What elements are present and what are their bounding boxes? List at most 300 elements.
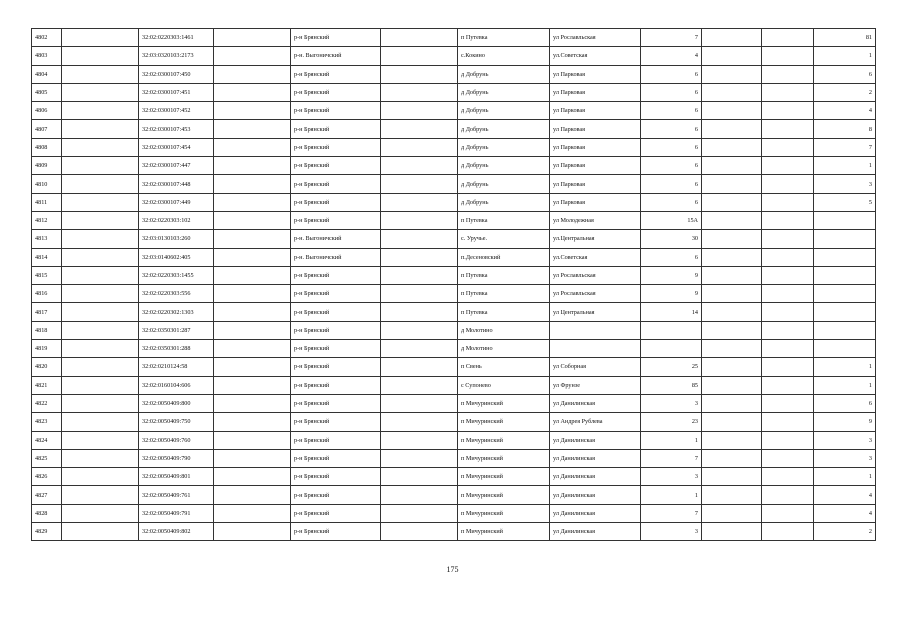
cell-blank-col-e — [762, 504, 814, 522]
cell-house-number: 1 — [641, 431, 702, 449]
cell-blank-col-e — [762, 303, 814, 321]
cell-blank-col-e — [762, 211, 814, 229]
cell-blank-col-a — [62, 340, 139, 358]
cell-blank-col-c — [381, 102, 458, 120]
cell-apartment-number: 1 — [814, 468, 876, 486]
cell-blank-col-c — [381, 285, 458, 303]
cell-row-number: 4817 — [32, 303, 62, 321]
cell-blank-col-c — [381, 65, 458, 83]
cell-apartment-number — [814, 303, 876, 321]
cell-cadastral-number: 32:02:0210124:58 — [139, 358, 214, 376]
cell-settlement: д Добрунь — [458, 102, 550, 120]
cell-street: ул Молодежная — [550, 211, 641, 229]
cell-blank-col-a — [62, 285, 139, 303]
cell-blank-col-d — [702, 486, 762, 504]
cell-blank-col-e — [762, 175, 814, 193]
cell-street: ул Соборная — [550, 358, 641, 376]
cell-house-number: 3 — [641, 468, 702, 486]
cell-apartment-number: 4 — [814, 102, 876, 120]
cell-blank-col-c — [381, 120, 458, 138]
cell-settlement: п Путевка — [458, 266, 550, 284]
cell-blank-col-c — [381, 303, 458, 321]
cell-blank-col-c — [381, 413, 458, 431]
cell-row-number: 4821 — [32, 376, 62, 394]
cell-apartment-number: 1 — [814, 47, 876, 65]
cell-house-number: 3 — [641, 394, 702, 412]
cell-cadastral-number: 32:02:0050409:791 — [139, 504, 214, 522]
cell-blank-col-d — [702, 157, 762, 175]
cell-blank-col-d — [702, 285, 762, 303]
cell-house-number: 7 — [641, 29, 702, 47]
cell-apartment-number — [814, 230, 876, 248]
cell-street: ул Парковая — [550, 157, 641, 175]
cell-apartment-number: 6 — [814, 394, 876, 412]
cell-blank-col-d — [702, 266, 762, 284]
cell-apartment-number: 3 — [814, 431, 876, 449]
cell-blank-col-a — [62, 138, 139, 156]
cell-blank-col-b — [214, 248, 291, 266]
cell-blank-col-c — [381, 138, 458, 156]
cell-blank-col-d — [702, 211, 762, 229]
cell-blank-col-e — [762, 394, 814, 412]
cell-apartment-number: 2 — [814, 83, 876, 101]
cell-settlement: п Мичуринский — [458, 394, 550, 412]
cell-cadastral-number: 32:02:0050409:802 — [139, 523, 214, 541]
cell-apartment-number: 9 — [814, 413, 876, 431]
cell-district: р-н Брянский — [291, 193, 381, 211]
cell-settlement: д Добрунь — [458, 138, 550, 156]
cell-blank-col-d — [702, 193, 762, 211]
table-row — [32, 340, 876, 358]
cell-blank-col-e — [762, 157, 814, 175]
cell-apartment-number: 81 — [814, 29, 876, 47]
cell-house-number: 23 — [641, 413, 702, 431]
cell-blank-col-c — [381, 376, 458, 394]
cell-settlement: с Супонево — [458, 376, 550, 394]
cell-house-number: 30 — [641, 230, 702, 248]
cell-row-number: 4819 — [32, 340, 62, 358]
cell-row-number: 4810 — [32, 175, 62, 193]
cell-blank-col-a — [62, 504, 139, 522]
table-row — [32, 449, 876, 467]
cell-blank-col-d — [702, 449, 762, 467]
cell-row-number: 4803 — [32, 47, 62, 65]
cell-house-number: 6 — [641, 175, 702, 193]
cell-blank-col-b — [214, 486, 291, 504]
cell-apartment-number — [814, 321, 876, 339]
cell-cadastral-number: 32:02:0350301:288 — [139, 340, 214, 358]
cell-blank-col-c — [381, 230, 458, 248]
cell-apartment-number: 1 — [814, 376, 876, 394]
cell-blank-col-a — [62, 303, 139, 321]
cell-row-number: 4823 — [32, 413, 62, 431]
cell-blank-col-a — [62, 29, 139, 47]
cell-blank-col-d — [702, 504, 762, 522]
table-row — [32, 230, 876, 248]
cell-blank-col-c — [381, 394, 458, 412]
cell-blank-col-b — [214, 157, 291, 175]
cell-blank-col-d — [702, 138, 762, 156]
cell-row-number: 4816 — [32, 285, 62, 303]
cell-district: р-н Брянский — [291, 303, 381, 321]
table-row — [32, 83, 876, 101]
cell-row-number: 4827 — [32, 486, 62, 504]
cell-cadastral-number: 32:02:0050409:761 — [139, 486, 214, 504]
cell-blank-col-a — [62, 193, 139, 211]
cell-apartment-number: 8 — [814, 120, 876, 138]
cell-street: ул Парковая — [550, 65, 641, 83]
cell-cadastral-number: 32:02:0050409:801 — [139, 468, 214, 486]
table-row — [32, 157, 876, 175]
cell-blank-col-b — [214, 29, 291, 47]
table-row — [32, 211, 876, 229]
cell-blank-col-d — [702, 47, 762, 65]
cell-blank-col-d — [702, 248, 762, 266]
page-number: 175 — [446, 565, 459, 574]
cell-district: р-н Брянский — [291, 358, 381, 376]
cell-cadastral-number: 32:02:0300107:450 — [139, 65, 214, 83]
cell-settlement: д Добрунь — [458, 193, 550, 211]
cell-blank-col-b — [214, 394, 291, 412]
cell-blank-col-b — [214, 358, 291, 376]
cell-blank-col-b — [214, 413, 291, 431]
cell-blank-col-b — [214, 266, 291, 284]
cell-blank-col-c — [381, 431, 458, 449]
cell-row-number: 4825 — [32, 449, 62, 467]
cell-settlement: п Путевка — [458, 211, 550, 229]
cell-district: р-н Брянский — [291, 211, 381, 229]
cell-blank-col-b — [214, 230, 291, 248]
cell-blank-col-d — [702, 230, 762, 248]
cell-settlement: п.Десеновский — [458, 248, 550, 266]
cell-row-number: 4826 — [32, 468, 62, 486]
table-row — [32, 65, 876, 83]
cell-blank-col-a — [62, 413, 139, 431]
table-row — [32, 138, 876, 156]
cell-blank-col-c — [381, 340, 458, 358]
cell-street: ул Рославльская — [550, 266, 641, 284]
cell-apartment-number — [814, 340, 876, 358]
cell-street: ул.Центральная — [550, 230, 641, 248]
cell-district: р-н Брянский — [291, 431, 381, 449]
cell-blank-col-d — [702, 394, 762, 412]
cell-blank-col-a — [62, 157, 139, 175]
cell-blank-col-d — [702, 303, 762, 321]
table-row — [32, 29, 876, 47]
cell-cadastral-number: 32:02:0050409:790 — [139, 449, 214, 467]
cell-cadastral-number: 32:03:0320103:2173 — [139, 47, 214, 65]
cell-row-number: 4814 — [32, 248, 62, 266]
table-row — [32, 486, 876, 504]
cell-blank-col-a — [62, 102, 139, 120]
cell-row-number: 4822 — [32, 394, 62, 412]
cell-house-number: 6 — [641, 65, 702, 83]
cell-apartment-number: 4 — [814, 486, 876, 504]
cell-blank-col-d — [702, 102, 762, 120]
cell-street: ул Парковая — [550, 193, 641, 211]
cell-district: р-н Брянский — [291, 102, 381, 120]
cell-blank-col-a — [62, 83, 139, 101]
cell-blank-col-c — [381, 157, 458, 175]
cell-blank-col-a — [62, 211, 139, 229]
cell-district: р-н Брянский — [291, 394, 381, 412]
cell-house-number: 6 — [641, 120, 702, 138]
cell-blank-col-b — [214, 523, 291, 541]
cell-blank-col-e — [762, 120, 814, 138]
cell-blank-col-a — [62, 266, 139, 284]
cell-cadastral-number: 32:03:0140602:405 — [139, 248, 214, 266]
cell-cadastral-number: 32:02:0220303:1455 — [139, 266, 214, 284]
table-row — [32, 248, 876, 266]
cell-street: ул Парковая — [550, 138, 641, 156]
cell-street — [550, 321, 641, 339]
cell-settlement: п Путевка — [458, 285, 550, 303]
cell-street: ул Центральная — [550, 303, 641, 321]
cell-apartment-number: 1 — [814, 157, 876, 175]
cell-blank-col-a — [62, 65, 139, 83]
cell-blank-col-d — [702, 468, 762, 486]
cell-street: ул Данилинская — [550, 504, 641, 522]
cell-settlement: д Добрунь — [458, 83, 550, 101]
cell-blank-col-e — [762, 413, 814, 431]
cell-blank-col-b — [214, 175, 291, 193]
cell-blank-col-a — [62, 175, 139, 193]
cell-row-number: 4808 — [32, 138, 62, 156]
cell-settlement: п Мичуринский — [458, 431, 550, 449]
cell-settlement: п Свень — [458, 358, 550, 376]
cell-blank-col-a — [62, 468, 139, 486]
cell-district: р-н Брянский — [291, 523, 381, 541]
cell-street: ул Данилинская — [550, 486, 641, 504]
cell-row-number: 4829 — [32, 523, 62, 541]
cell-blank-col-c — [381, 449, 458, 467]
table-body — [32, 29, 876, 541]
cell-cadastral-number: 32:02:0050409:760 — [139, 431, 214, 449]
cell-district: р-н Брянский — [291, 138, 381, 156]
table-row — [32, 358, 876, 376]
cell-blank-col-d — [702, 358, 762, 376]
cell-house-number: 6 — [641, 248, 702, 266]
cell-blank-col-b — [214, 285, 291, 303]
table-row — [32, 394, 876, 412]
cell-row-number: 4802 — [32, 29, 62, 47]
cell-blank-col-a — [62, 486, 139, 504]
cell-street: ул Данилинская — [550, 468, 641, 486]
cell-blank-col-d — [702, 83, 762, 101]
cell-blank-col-e — [762, 486, 814, 504]
cell-house-number: 6 — [641, 102, 702, 120]
cell-blank-col-e — [762, 358, 814, 376]
cell-blank-col-e — [762, 102, 814, 120]
cell-blank-col-b — [214, 321, 291, 339]
cell-district: р-н. Выгоничский — [291, 47, 381, 65]
cell-district: р-н Брянский — [291, 83, 381, 101]
cell-cadastral-number: 32:02:0300107:451 — [139, 83, 214, 101]
cell-blank-col-b — [214, 303, 291, 321]
table-row — [32, 266, 876, 284]
cell-row-number: 4805 — [32, 83, 62, 101]
cell-blank-col-c — [381, 248, 458, 266]
cell-blank-col-b — [214, 431, 291, 449]
cell-blank-col-a — [62, 376, 139, 394]
table-row — [32, 376, 876, 394]
cell-district: р-н Брянский — [291, 266, 381, 284]
cell-blank-col-b — [214, 47, 291, 65]
cell-street: ул Андрея Рублева — [550, 413, 641, 431]
cell-house-number: 6 — [641, 193, 702, 211]
cell-blank-col-e — [762, 449, 814, 467]
cell-blank-col-b — [214, 340, 291, 358]
cell-street: ул.Советская — [550, 248, 641, 266]
cell-blank-col-c — [381, 321, 458, 339]
cell-settlement: д Молотино — [458, 340, 550, 358]
cell-district: р-н Брянский — [291, 321, 381, 339]
cell-blank-col-a — [62, 358, 139, 376]
table-row — [32, 523, 876, 541]
cell-row-number: 4809 — [32, 157, 62, 175]
cell-blank-col-a — [62, 230, 139, 248]
cell-blank-col-d — [702, 120, 762, 138]
cell-blank-col-a — [62, 321, 139, 339]
cell-house-number: 1 — [641, 486, 702, 504]
cell-cadastral-number: 32:02:0220303:102 — [139, 211, 214, 229]
cell-blank-col-a — [62, 431, 139, 449]
registry-table — [31, 28, 876, 541]
table-row — [32, 175, 876, 193]
cell-row-number: 4820 — [32, 358, 62, 376]
cell-blank-col-c — [381, 47, 458, 65]
cell-blank-col-a — [62, 394, 139, 412]
cell-blank-col-c — [381, 175, 458, 193]
cell-apartment-number: 6 — [814, 65, 876, 83]
cell-apartment-number: 3 — [814, 449, 876, 467]
cell-blank-col-c — [381, 486, 458, 504]
cell-settlement: п Мичуринский — [458, 504, 550, 522]
cell-district: р-н Брянский — [291, 504, 381, 522]
cell-house-number: 15А — [641, 211, 702, 229]
cell-blank-col-c — [381, 358, 458, 376]
cell-blank-col-c — [381, 266, 458, 284]
cell-cadastral-number: 32:02:0300107:454 — [139, 138, 214, 156]
cell-blank-col-e — [762, 468, 814, 486]
cell-settlement: с.Кокино — [458, 47, 550, 65]
cell-house-number: 4 — [641, 47, 702, 65]
cell-blank-col-e — [762, 523, 814, 541]
cell-house-number: 7 — [641, 449, 702, 467]
cell-settlement: с. Уручье. — [458, 230, 550, 248]
cell-blank-col-c — [381, 468, 458, 486]
cell-street: ул Парковая — [550, 175, 641, 193]
cell-blank-col-c — [381, 193, 458, 211]
cell-street: ул Данилинская — [550, 523, 641, 541]
cell-street: ул Парковая — [550, 102, 641, 120]
table-row — [32, 120, 876, 138]
cell-blank-col-e — [762, 266, 814, 284]
cell-blank-col-b — [214, 65, 291, 83]
cell-row-number: 4812 — [32, 211, 62, 229]
cell-settlement: д Добрунь — [458, 120, 550, 138]
cell-district: р-н Брянский — [291, 449, 381, 467]
cell-blank-col-e — [762, 285, 814, 303]
cell-house-number: 6 — [641, 157, 702, 175]
cell-cadastral-number: 32:02:0350301:287 — [139, 321, 214, 339]
cell-cadastral-number: 32:02:0300107:452 — [139, 102, 214, 120]
cell-blank-col-e — [762, 321, 814, 339]
table-row — [32, 303, 876, 321]
cell-street: ул Парковая — [550, 83, 641, 101]
cell-cadastral-number: 32:02:0050409:750 — [139, 413, 214, 431]
cell-row-number: 4828 — [32, 504, 62, 522]
cell-district: р-н. Выгоничский — [291, 248, 381, 266]
cell-district: р-н Брянский — [291, 376, 381, 394]
cell-house-number: 9 — [641, 266, 702, 284]
cell-cadastral-number: 32:02:0220303:556 — [139, 285, 214, 303]
cell-district: р-н Брянский — [291, 413, 381, 431]
cell-settlement: п Мичуринский — [458, 449, 550, 467]
cell-blank-col-a — [62, 449, 139, 467]
cell-row-number: 4806 — [32, 102, 62, 120]
cell-street — [550, 340, 641, 358]
cell-blank-col-b — [214, 138, 291, 156]
cell-settlement: д Добрунь — [458, 65, 550, 83]
cell-street: ул Рославльская — [550, 285, 641, 303]
cell-cadastral-number: 32:02:0220302:1303 — [139, 303, 214, 321]
cell-apartment-number: 5 — [814, 193, 876, 211]
cell-apartment-number — [814, 266, 876, 284]
cell-district: р-н. Выгоничский — [291, 230, 381, 248]
cell-blank-col-d — [702, 65, 762, 83]
cell-blank-col-c — [381, 83, 458, 101]
cell-blank-col-d — [702, 413, 762, 431]
cell-blank-col-e — [762, 230, 814, 248]
cell-settlement: д Молотино — [458, 321, 550, 339]
cell-settlement: п Мичуринский — [458, 468, 550, 486]
cell-blank-col-c — [381, 29, 458, 47]
cell-row-number: 4811 — [32, 193, 62, 211]
table-row — [32, 47, 876, 65]
cell-district: р-н Брянский — [291, 340, 381, 358]
cell-house-number: 14 — [641, 303, 702, 321]
cell-settlement: д Добрунь — [458, 157, 550, 175]
table-row — [32, 102, 876, 120]
cell-blank-col-d — [702, 29, 762, 47]
cell-blank-col-a — [62, 248, 139, 266]
cell-blank-col-e — [762, 29, 814, 47]
cell-district: р-н Брянский — [291, 486, 381, 504]
table-row — [32, 431, 876, 449]
cell-cadastral-number: 32:02:0300107:448 — [139, 175, 214, 193]
table-row — [32, 413, 876, 431]
cell-house-number: 9 — [641, 285, 702, 303]
cell-blank-col-b — [214, 211, 291, 229]
cell-blank-col-c — [381, 504, 458, 522]
cell-district: р-н Брянский — [291, 285, 381, 303]
cell-district: р-н Брянский — [291, 175, 381, 193]
cell-district: р-н Брянский — [291, 157, 381, 175]
cell-settlement: п Мичуринский — [458, 523, 550, 541]
cell-cadastral-number: 32:02:0300107:447 — [139, 157, 214, 175]
cell-apartment-number — [814, 248, 876, 266]
cell-street: ул Данилинская — [550, 431, 641, 449]
cell-street: ул.Советская — [550, 47, 641, 65]
cell-settlement: п Путевка — [458, 29, 550, 47]
cell-blank-col-b — [214, 102, 291, 120]
cell-house-number: 3 — [641, 523, 702, 541]
cell-cadastral-number: 32:02:0220303:1461 — [139, 29, 214, 47]
cell-blank-col-b — [214, 193, 291, 211]
cell-blank-col-d — [702, 376, 762, 394]
cell-blank-col-b — [214, 504, 291, 522]
